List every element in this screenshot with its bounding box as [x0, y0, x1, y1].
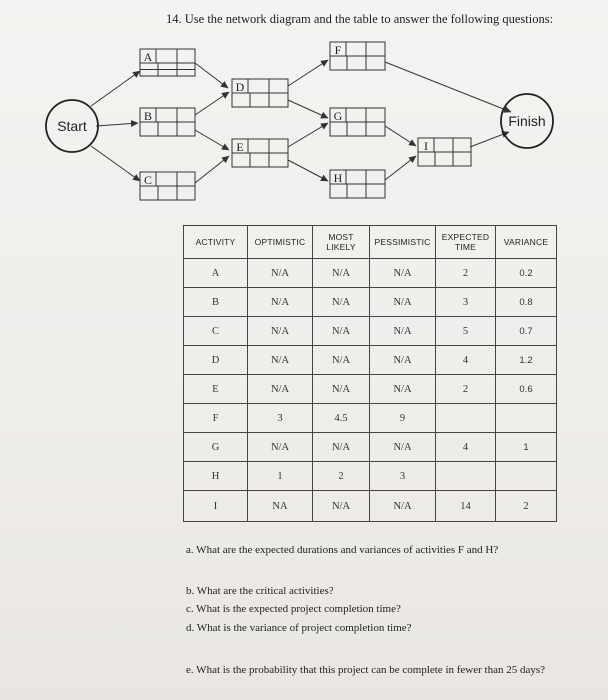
network-diagram — [0, 0, 608, 215]
cell-most-likely: N/A — [313, 491, 370, 522]
cell-most-likely: N/A — [313, 433, 370, 462]
arrow-i-finish — [470, 132, 509, 147]
cell-variance: 1.2 — [496, 346, 557, 375]
arrow-f-finish — [385, 62, 511, 112]
cell-optimistic: N/A — [248, 346, 313, 375]
finish-label: Finish — [508, 113, 546, 129]
cell-activity: H — [184, 462, 248, 491]
cell-variance: 0.2 — [496, 259, 557, 288]
cell-expected: 14 — [436, 491, 496, 522]
cell-pessimistic: 9 — [370, 404, 436, 433]
cell-pessimistic: N/A — [370, 491, 436, 522]
arrow-c-e — [195, 156, 229, 183]
question-d: d. What is the variance of project completion time? — [186, 622, 412, 634]
cell-pessimistic: N/A — [370, 259, 436, 288]
start-node — [46, 100, 98, 152]
cell-expected: 5 — [436, 317, 496, 346]
question-b: b. What are the critical activities? — [186, 585, 334, 597]
question-c: c. What is the expected project completion time? — [186, 603, 401, 615]
node-label-e: E — [236, 140, 244, 154]
question-a: a. What are the expected durations and variances of activities F and H? — [186, 544, 499, 556]
table-row — [184, 317, 557, 346]
header-variance: VARIANCE — [496, 226, 557, 259]
cell-optimistic: 3 — [248, 404, 313, 433]
node-label-h: H — [333, 171, 343, 185]
node-label-a: A — [143, 50, 153, 64]
header-expected-time — [436, 226, 496, 259]
header-pessimistic: PESSIMISTIC — [370, 226, 436, 259]
cell-optimistic: N/A — [248, 317, 313, 346]
table-row — [184, 375, 557, 404]
cell-variance — [496, 462, 557, 491]
cell-optimistic: N/A — [248, 433, 313, 462]
header-most-likely-line1: MOST — [328, 232, 354, 242]
cell-expected: 2 — [436, 259, 496, 288]
cell-most-likely: N/A — [313, 317, 370, 346]
arrow-b-d — [195, 92, 229, 115]
cell-activity: F — [184, 404, 248, 433]
table-row — [184, 288, 557, 317]
question-e: e. What is the probability that this project can be complete in fewer than 25 days? — [186, 664, 546, 676]
cell-variance: 0.7 — [496, 317, 557, 346]
header-expected-line1: EXPECTED — [441, 232, 490, 242]
node-label-i: I — [424, 139, 428, 153]
cell-pessimistic: N/A — [370, 288, 436, 317]
cell-expected — [436, 404, 496, 433]
cell-optimistic: N/A — [248, 288, 313, 317]
cell-pessimistic: N/A — [370, 346, 436, 375]
node-label-c: C — [143, 173, 153, 187]
cell-most-likely: N/A — [313, 259, 370, 288]
cell-variance: 0.6 — [496, 375, 557, 404]
question-title: 14. Use the network diagram and the table to answer the following questions: — [166, 12, 554, 26]
cell-pessimistic: N/A — [370, 375, 436, 404]
table-row — [184, 462, 557, 491]
cell-activity: C — [184, 317, 248, 346]
cell-pessimistic: N/A — [370, 433, 436, 462]
cell-expected: 4 — [436, 346, 496, 375]
cell-expected — [436, 462, 496, 491]
cell-variance: 0.8 — [496, 288, 557, 317]
cell-activity: B — [184, 288, 248, 317]
cell-activity: D — [184, 346, 248, 375]
header-expected-line2: TIME — [454, 242, 477, 252]
cell-most-likely: N/A — [313, 288, 370, 317]
cell-activity: E — [184, 375, 248, 404]
cell-variance: 2 — [496, 491, 557, 522]
finish-node — [501, 94, 553, 148]
arrow-e-g — [288, 123, 328, 147]
cell-activity: G — [184, 433, 248, 462]
start-label: Start — [57, 118, 87, 134]
cell-optimistic: NA — [248, 491, 313, 522]
arrow-g-i — [385, 126, 416, 146]
cell-pessimistic: 3 — [370, 462, 436, 491]
node-label-d: D — [235, 80, 245, 94]
activity-table — [183, 225, 557, 522]
cell-optimistic: N/A — [248, 259, 313, 288]
header-activity: ACTIVITY — [184, 226, 248, 259]
arrow-a-d — [195, 63, 228, 88]
arrow-start-c — [91, 146, 140, 181]
header-most-likely — [313, 226, 370, 259]
arrow-b-e — [195, 130, 229, 150]
cell-most-likely: N/A — [313, 375, 370, 404]
table-row — [184, 491, 557, 522]
table-row — [184, 404, 557, 433]
cell-expected: 2 — [436, 375, 496, 404]
arrow-h-i — [385, 156, 416, 180]
node-label-f: F — [334, 43, 342, 57]
arrow-start-b — [96, 123, 138, 126]
cell-expected: 4 — [436, 433, 496, 462]
header-most-likely-line2: LIKELY — [326, 242, 356, 252]
node-label-b: B — [143, 109, 153, 123]
table-header-row — [184, 226, 557, 259]
cell-variance: 1 — [496, 433, 557, 462]
cell-pessimistic: N/A — [370, 317, 436, 346]
cell-variance — [496, 404, 557, 433]
cell-most-likely: 2 — [313, 462, 370, 491]
cell-optimistic: N/A — [248, 375, 313, 404]
cell-most-likely: 4.5 — [313, 404, 370, 433]
table-row — [184, 433, 557, 462]
cell-optimistic: 1 — [248, 462, 313, 491]
cell-activity: A — [184, 259, 248, 288]
arrow-start-a — [91, 71, 140, 106]
node-label-g: G — [333, 109, 343, 123]
cell-most-likely: N/A — [313, 346, 370, 375]
table-row — [184, 346, 557, 375]
activity-nodes — [140, 42, 471, 200]
cell-expected: 3 — [436, 288, 496, 317]
header-optimistic: OPTIMISTIC — [248, 226, 313, 259]
arrow-e-h — [288, 160, 328, 181]
arrow-d-f — [288, 60, 328, 86]
arrow-d-g — [288, 100, 328, 118]
cell-activity: I — [184, 491, 248, 522]
table-row — [184, 259, 557, 288]
